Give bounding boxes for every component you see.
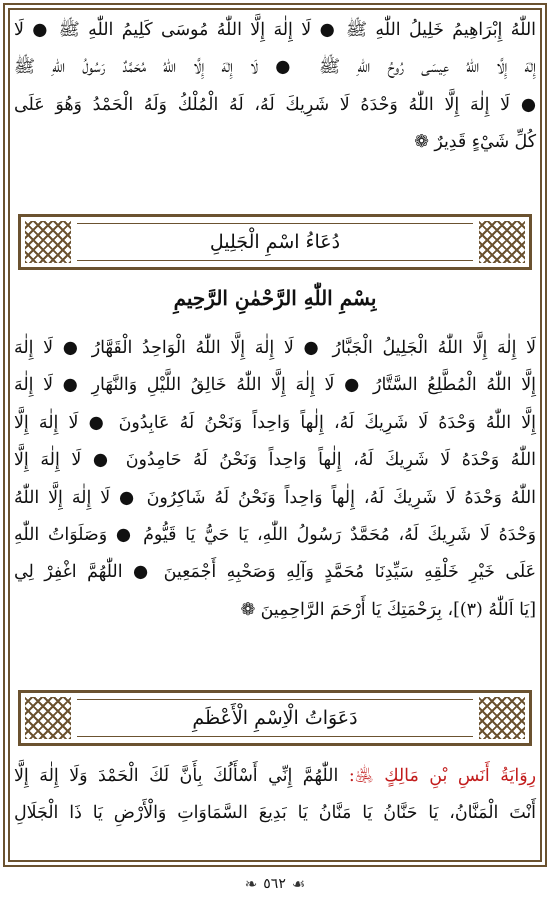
text-line: أَنْتَ الْمَنَّانُ، يَا حَنَّانُ يَا مَنَّانُ يَا بَدِيعَ السَّمَاوَاتِ وَالْأَرْضِ يَا ذَا الْجَلَالِ	[14, 803, 536, 824]
text-line: وَحْدَهُ لَا شَرِيكَ لَهُ، مُحَمَّدٌ رَسُولُ اللّٰهِ، يَا حَيُّ يَا قَيُّومُ ● وَصَلَوَاتُ اللّٰهِ	[14, 525, 536, 546]
text-line: ● لَا إِلٰهَ إِلَّا اللّٰهُ وَحْدَهُ لَا شَرِيكَ لَهُ، لَهُ الْمُلْكُ وَلَهُ الْحَمْدُ وَهُوَ عَلَى	[14, 94, 536, 115]
text-line: [يَا اَللّٰهُ (٣)]، بِرَحْمَتِكَ يَا أَرْحَمَ الرَّاحِمِينَ ❁	[240, 599, 536, 620]
text-line: كُلِّ شَيْءٍ قَدِيرٌ ❁	[414, 132, 536, 153]
text-line: عَلَى خَيْرِ خَلْقِهِ سَيِّدِنَا مُحَمَّدٍ وَآلِهِ وَصَحْبِهِ أَجْمَعِينَ ● اللّٰهُمَّ اغْفِرْ لِي	[14, 562, 536, 583]
text-line: اللّٰهُ وَحْدَهُ لَا شَرِيكَ لَهُ، إِلٰهاً وَاحِداً وَنَحْنُ لَهُ حَامِدُونَ ● لَا إِلٰهَ إِلَّا	[14, 450, 536, 471]
section-banner-jalil	[18, 214, 532, 270]
section-title: دَعَوَاتُ الْاِسْمِ الْأَعْظَمِ	[192, 707, 358, 729]
text-line: اللّٰهُ وَحْدَهُ لَا شَرِيكَ لَهُ، إِلٰهاً وَاحِداً وَنَحْنُ لَهُ شَاكِرُونَ ● لَا إِلٰهَ إِلَّا اللّٰهُ	[14, 487, 536, 508]
dawat-azam-text-block	[14, 758, 536, 833]
flourish-right-icon: ☙	[291, 875, 306, 893]
top-text-block	[14, 12, 536, 162]
basmala: بِسْمِ اللّٰهِ الرَّحْمٰنِ الرَّحِيمِ	[173, 286, 377, 310]
page-footer	[0, 872, 550, 896]
narration-label: رِوَايَةُ أَنَسِ بْنِ مَالِكٍ ﵁:	[348, 766, 537, 786]
text-line-rest: اللّٰهُمَّ إِنِّي أَسْأَلُكَ بِأَنَّ لَكَ الْحَمْدَ وَلَا إِلٰهَ إِلَّا	[14, 766, 339, 786]
page-number: ٥٦٢	[263, 876, 286, 892]
section-banner-azam	[18, 690, 532, 746]
text-line: إِلٰهَ إِلَّا اللّٰهُ عِيسَى رُوحُ اللّٰهِ ﷺ ● لَا إِلٰهَ إِلَّا اللّٰهُ مُحَمَّدٌ رَسُولُ اللّٰهِ ﷺ	[14, 57, 536, 78]
text-line	[14, 758, 536, 795]
text-line: اللّٰهُ إِبْرَاهِيمُ خَلِيلُ اللّٰهِ ﷺ ● لَا إِلٰهَ إِلَّا اللّٰهُ مُوسَى كَلِيمُ اللّٰهِ ﷺ ● لَا	[14, 20, 536, 40]
dua-jalil-text-block	[14, 330, 536, 629]
text-line: لَا إِلٰهَ إِلَّا اللّٰهُ الْجَلِيلُ الْجَبَّارُ ● لَا إِلٰهَ إِلَّا اللّٰهُ الْوَاحِدُ الْقَهَّارُ ● لَا إِلٰهَ	[14, 338, 536, 358]
text-line: إِلَّا اللّٰهُ وَحْدَهُ لَا شَرِيكَ لَهُ، إِلٰهاً وَاحِداً وَنَحْنُ لَهُ عَابِدُونَ ● لَا إِلٰهَ إِلَّا	[14, 412, 536, 433]
banner-inner	[77, 699, 473, 737]
text-line: إِلَّا اللّٰهُ الْمُطَّلِعُ السَّتَّارُ ● لَا إِلٰهَ إِلَّا اللّٰهُ خَالِقُ اللَّيْلِ وَالنَّهَارِ ● لَا إِلٰهَ	[14, 375, 536, 396]
section-title: دُعَاءُ اسْمِ الْجَلِيلِ	[209, 231, 341, 253]
flourish-left-icon: ❧	[244, 875, 258, 893]
banner-inner	[77, 223, 473, 261]
